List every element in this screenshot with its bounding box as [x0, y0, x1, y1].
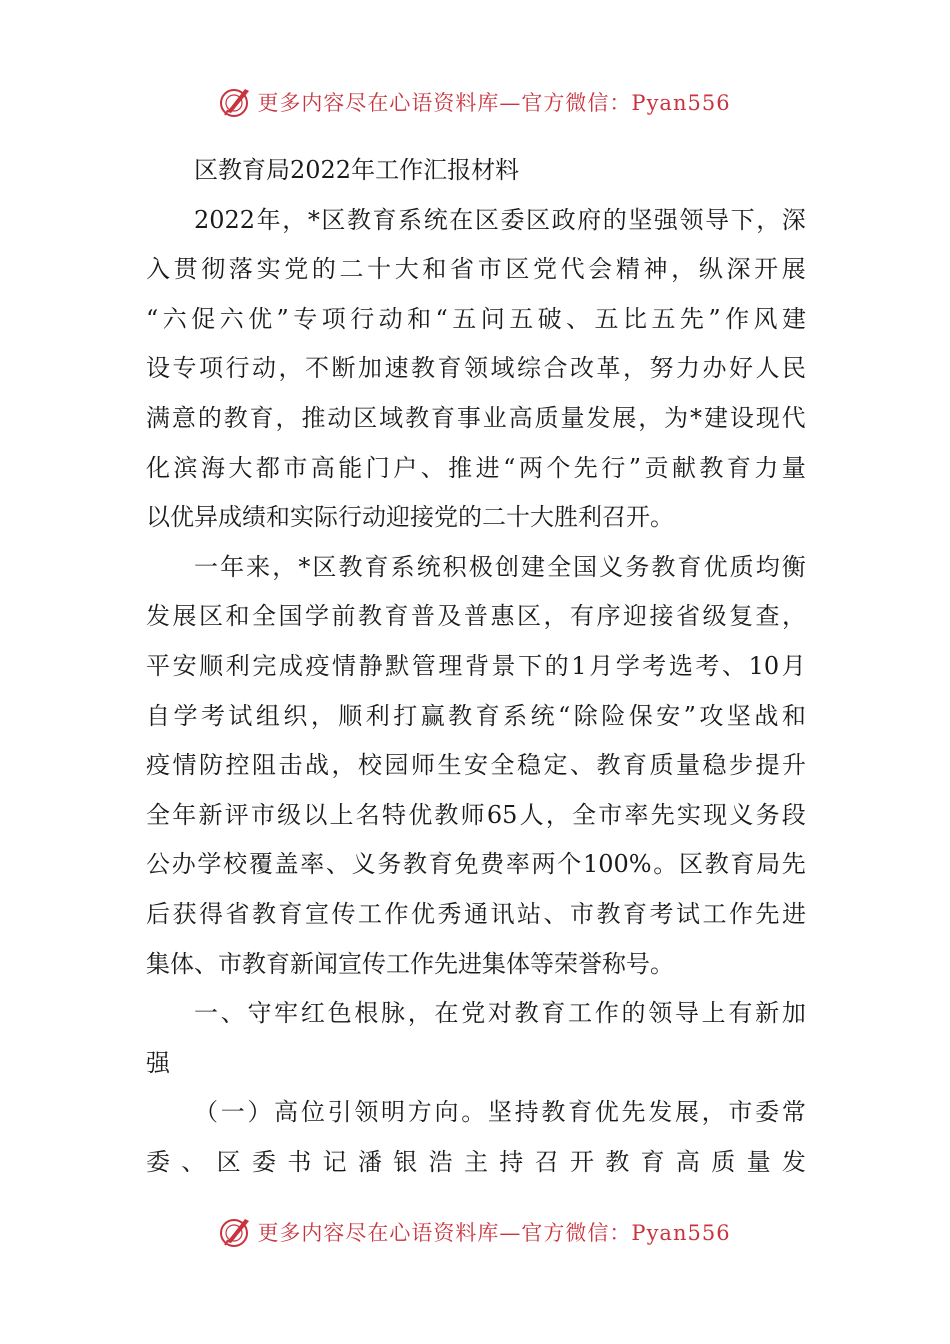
text-line: “ 六 促 六 优 ” 专 项 行 动 和 “ 五 问 五 破 、 五 比 五 先 ” 作 风 建 [146, 304, 806, 333]
quill-pen-circle-icon [219, 1215, 253, 1249]
watermark-text: 更多内容尽在心语资料库—官方微信：Pyan556 [257, 1221, 731, 1245]
text-line: （ 一 ） 高 位 引 领 明 方 向 。 坚 持 教 育 优 先 发 展 ， 市 委 常 [194, 1098, 806, 1127]
text-line: 全 年 新 评 市 级 以 上 名 特 优 教 师 65 人 ， 全 市 率 先 实 现 义 务 段 [146, 800, 806, 829]
text-line: 入 贯 彻 落 实 党 的 二 十 大 和 省 市 区 党 代 会 精 神 ， 纵 深 开 展 [146, 255, 806, 284]
text-line: 一 、 守 牢 红 色 根 脉 ， 在 党 对 教 育 工 作 的 领 导 上 有 新 加 [194, 999, 806, 1028]
text-line: 一 年 来 ， * 区 教 育 系 统 积 极 创 建 全 国 义 务 教 育 优 质 均 衡 [194, 552, 806, 581]
text-line: 设 专 项 行 动 ， 不 断 加 速 教 育 领 域 综 合 改 革 ， 努 力 办 好 人 民 [146, 354, 806, 383]
text-line: 化 滨 海 大 都 市 高 能 门 户 、 推 进 “ 两 个 先 行 ” 贡 献 教 育 力 量 [146, 453, 806, 482]
watermark-text: 更多内容尽在心语资料库—官方微信：Pyan556 [257, 91, 731, 115]
text-line: 发 展 区 和 全 国 学 前 教 育 普 及 普 惠 区 ， 有 序 迎 接 省 级 复 查 ， [146, 602, 806, 631]
text-line: 以优异成绩和实际行动迎接党的二十大胜利召开。 [146, 503, 674, 532]
text-line: 公 办 学 校 覆 盖 率 、 义 务 教 育 免 费 率 两 个 100% 。 区 教 育 局 先 [146, 850, 806, 879]
text-line: 自 学 考 试 组 织 ， 顺 利 打 赢 教 育 系 统 “ 除 险 保 安 ” 攻 坚 战 和 [146, 701, 806, 730]
text-line: 区教育局2022年工作汇报材料 [194, 156, 520, 184]
text-line: 平 安 顺 利 完 成 疫 情 静 默 管 理 背 景 下 的 1 月 学 考 选 考 、 10 月 [146, 651, 806, 680]
document-body [146, 146, 806, 1187]
text-line: 强 [146, 1048, 170, 1077]
quill-pen-circle-icon [219, 85, 253, 119]
watermark-banner-top [0, 82, 950, 122]
text-line: 疫 情 防 控 阻 击 战 ， 校 园 师 生 安 全 稳 定 、 教 育 质 量 稳 步 提 升 [146, 751, 806, 780]
text-line: 后 获 得 省 教 育 宣 传 工 作 优 秀 通 讯 站 、 市 教 育 考 试 工 作 先 进 [146, 899, 806, 928]
watermark-banner-bottom [0, 1212, 950, 1252]
text-line: 委 、 区 委 书 记 潘 银 浩 主 持 召 开 教 育 高 质 量 发 [146, 1147, 806, 1176]
text-line: 集体、市教育新闻宣传工作先进集体等荣誉称号。 [146, 949, 674, 978]
text-line: 2022 年 ， * 区 教 育 系 统 在 区 委 区 政 府 的 坚 强 领 导 下 ， 深 [194, 205, 806, 234]
text-line: 满 意 的 教 育 ， 推 动 区 域 教 育 事 业 高 质 量 发 展 ， 为 * 建 设 现 代 [146, 403, 806, 432]
